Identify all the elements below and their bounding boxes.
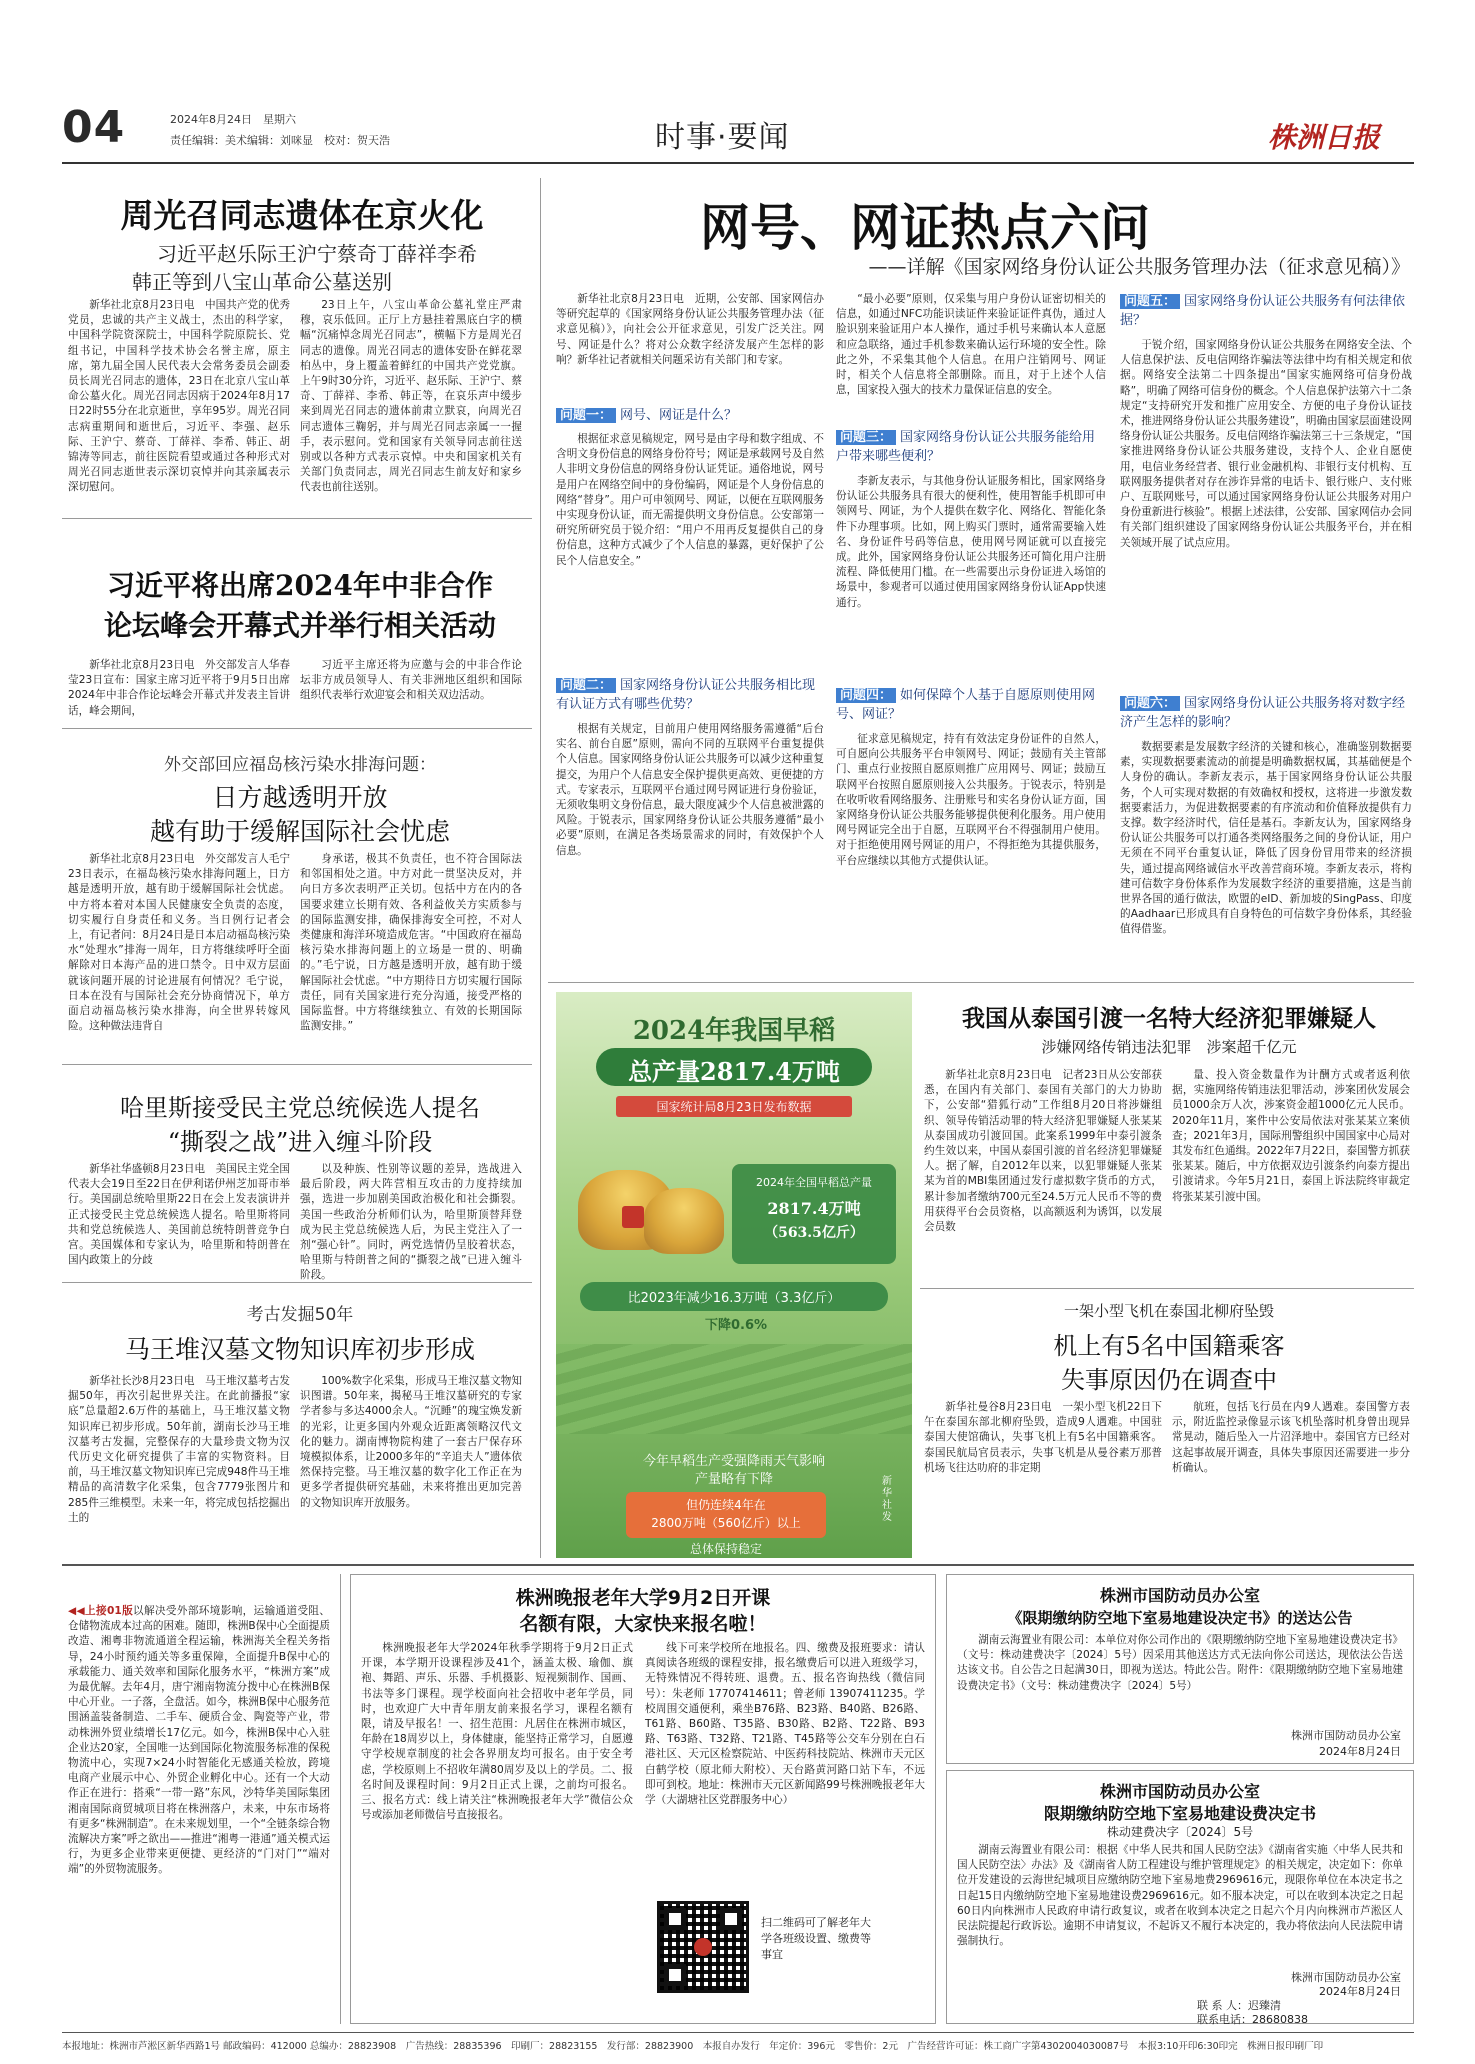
rule: [920, 1288, 1414, 1289]
subhead-extradition: 涉嫌网络传销违法犯罪 涉案超千亿元: [1041, 1038, 1297, 1056]
infographic-early-rice: [556, 992, 912, 1558]
qr-logo-icon: [694, 1938, 712, 1956]
info-card-value: 2817.4万吨: [767, 1199, 861, 1218]
question-6-text: 国家网络身份认证公共服务将对数字经济产生怎样的影响？: [1120, 696, 1406, 730]
subhead-wanghao: ——详解《国家网络身份认证公共服务管理办法（征求意见稿）》: [868, 256, 1410, 278]
rule: [62, 518, 532, 519]
question-6: [1120, 694, 1412, 732]
info-compare: 比2023年减少16.3万吨（3.3亿斤）: [580, 1282, 888, 1311]
notice2-date: 2024年8月24日: [1319, 1985, 1401, 1998]
notice2-contact: 联 系 人：迟臻清: [1197, 1999, 1281, 2012]
footer-rule: [62, 2032, 1414, 2033]
notice2-sign: 株洲市国防动员办公室: [1291, 1971, 1401, 1984]
body-jump-story: [68, 1604, 330, 2024]
question-4-text: 如何保障个人基于自愿原则使用网号、网证？: [836, 688, 1096, 722]
rule: [548, 982, 1414, 983]
notice2-org: 株洲市国防动员办公室: [1099, 1782, 1260, 1801]
body-wanghao-a6: 数据要素是发展数字经济的关键和核心，准确鉴别数据要素，实现数据要素流动的前提是明确数据权属，其基础便是个人身份的确认。李新友表示，基于国家网络身份认证公共服务，个人可实现对数据的有效确权和授权，这将进一步激发数据要素活力，为促进数据要素的有序流动和价值释放提供有力支撑。数字经济时代，信任是基石。李新友认为，国家网络身份认证公共服务可以打通各类网络服务之间的身份认证，用户无须在不同平台重复认证，降低了因身份冒用带来的经济损失，通过提高网络诚信水平改善营商环境。李新友表示，将构建可信数字身份体系作为发展数字经济的重要措施，这是当前世界各国的通行做法，欧盟的eID、新加坡的SingPass、印度的Aadhaar已形成具有自身特色的可信数字身份体系，其经验值得借鉴。: [1120, 741, 1412, 936]
body-extradition-col1: 新华社北京8月23日电 记者23日从公安部获悉，在国内有关部门、泰国有关部门的大力协助下，公安部“猎狐行动”工作组8月20日将涉嫌组织、领导传销活动罪的特大经济犯罪嫌疑人张某某从泰国成功引渡回国。此案系1999年中泰引渡条约生效以来，中国从泰国引渡的首名经济犯罪嫌疑人。据了解，自2012年以来，以犯罪嫌疑人张某某为首的MBI集团通过发行虚拟数字货币的方式，累计参加者缴纳700元至24.5万元人民币不等的费用获得平台会员资格，以高额返利为诱饵，以发展会员数: [924, 1069, 1162, 1234]
info-total: 总产量2817.4万吨: [628, 1057, 840, 1086]
info-card-title: 2024年全国早稻总产量: [756, 1176, 872, 1189]
notice1-body: 湖南云海置业有限公司：本单位对你公司作出的《限期缴纳防空地下室易地建设费决定书》（文号：株动建费决字〔2024〕5号）因采用其他送达方式无法向你公司送达，现依法公告送达该文书。自公告之日起满30日，即视为送达。特此公告。附件：《限期缴纳防空地下室易地建设费决定书》（文号：株动建费决字〔2024〕5号）: [957, 1634, 1403, 1692]
notice-decision: [946, 1770, 1414, 2024]
info-drop: 下降0.6%: [704, 1318, 768, 1333]
notice2-docno: 株动建费决字〔2024〕5号: [1106, 1825, 1254, 1839]
body-zhou-col1: 新华社北京8月23日电 中国共产党的优秀党员，忠诚的共产主义战士，杰出的科学家，中国科学院资深院士，中国科学院原院长、党组书记，中国科学技术协会名誉主席，原主席，第九届全国人民代表大会常务委员会副委员长周光召同志的遗体，23日在北京八宝山革命公墓火化。周光召同志因病于2024年8月17日22时55分在北京逝世，享年95岁。周光召同志病重期间和逝世后，习近平、李强、赵乐际、王沪宁、蔡奇、丁薛祥、李希、韩正、胡锦涛等同志，前往医院看望或通过各种形式对周光召同志逝世表示深切哀悼并向其亲属表示深切慰问。: [68, 299, 290, 494]
info-stable-1: 但仍连续4年在: [686, 1498, 766, 1512]
info-stable-3: 总体保持稳定: [689, 1542, 762, 1556]
notice-service: [946, 1574, 1414, 1764]
question-5-text: 国家网络身份认证公共服务有何法律依据？: [1120, 294, 1406, 328]
body-wanghao-a5: 于锐介绍，国家网络身份认证公共服务在网络安全法、个人信息保护法、反电信网络诈骗法等法律中均有相关规定和依据。网络安全法第二十四条提出“国家实施网络可信身份战略”，明确了网络可信身份的概念。个人信息保护法第六十二条规定“支持研究开发和推广应用安全、方便的电子身份认证技术，推进网络身份认证公共服务建设”，明确由国家层面建设网络身份认证公共服务。反电信网络诈骗法第三十三条规定，“国家推进网络身份认证公共服务建设，支持个人、企业自愿使用，电信业务经营者、银行业金融机构、非银行支付机构、互联网服务提供者对存在涉诈异常的电话卡、银行账户、支付账户、互联网账号，可以通过国家网络身份认证公共服务对用户身份重新进行核验”。根据上述法律，公安部、国家网信办会同有关部门组织建设了国家网络身份认证公共服务平台，并在相关领域开展了试点应用。: [1120, 339, 1412, 549]
headline-plane-2: 失事原因仍在调查中: [1061, 1366, 1277, 1394]
question-tag: 问题一：: [556, 408, 616, 423]
body-mawangdui-col2: 100%数字化采集，形成马王堆汉墓文物知识图谱。50年来，揭秘马王堆汉墓研究的专家学者参与多达4000余人。“沉睡”的瑰宝焕发新的光彩，让更多国内外观众近距离领略汉代文化的魅力。湖南博物院构建了一套古尸保存环境模拟体系，让2000多年的“辛追夫人”遗体依然保持完整。马王堆汉墓的数字化工作正在为更多学者提供研究基础，未来将推出更加完善的文物知识库开放服务。: [300, 1375, 522, 1509]
notice2-phone: 联系电话：28680838: [1197, 2013, 1308, 2026]
question-3-text: 国家网络身份认证公共服务能给用户带来哪些便利？: [836, 430, 1096, 464]
rice-basket-icon: [644, 1188, 724, 1254]
qr-code-icon[interactable]: [657, 1901, 749, 1993]
body-harris-col1: 新华社华盛顿8月23日电 美国民主党全国代表大会19日至22日在伊利诺伊州芝加哥市举行。美国副总统哈里斯22日在会上发表演讲并正式接受民主党总统候选人提名。哈里斯将同共和党总统候选人、美国前总统特朗普竞争白宫。美国媒体和专家认为，哈里斯和特朗普在国内政策上的分歧: [68, 1163, 290, 1267]
ad-senior-university: [350, 1574, 936, 2024]
info-card-jin: （563.5亿斤）: [764, 1225, 864, 1241]
qr-finder-icon: [664, 1908, 686, 1930]
body-plane-col2: 航班，包括飞行员在内9人遇难。泰国警方表示，附近监控录像显示该飞机坠落时机身曾出现异常晃动，随后坠入一片沼泽地中。泰国官方已经对这起事故展开调查，具体失事原因还需要进一步分析确认。: [1172, 1401, 1410, 1474]
section-title: 时事·要闻: [655, 120, 790, 155]
body-plane-col1: 新华社曼谷8月23日电 一架小型飞机22日下午在泰国东部北柳府坠毁，造成9人遇难。中国驻泰国大使馆确认，失事飞机上有5名中国籍乘客。泰国民航局官员表示，失事飞机是从曼谷素万那普机场飞往达叻府的非定期: [924, 1401, 1162, 1474]
column-divider: [340, 1574, 341, 2024]
question-tag: 问题四：: [836, 688, 896, 703]
body-wanghao-a1: 根据征求意见稿规定，网号是由字母和数字组成、不含明文身份信息的网络身份符号；网证是承载网号及自然人非明文身份信息的网络身份认证凭证。通俗地说，网号是用户在网络空间中的身份编码，网证是个人身份信息的网络“替身”。用户可申领网号、网证，以便在互联网服务中实现身份认证，而无需提供明文身份信息。公安部第一研究所研究员于锐介绍：“用户不用再反复提供自己的身份信息，这种方式减少了个人信息的暴露，更好保护了公民个人信息安全。”: [556, 433, 824, 567]
headline-fukushima-1: 日方越透明开放: [212, 783, 388, 812]
info-title: 2024年我国早稻: [632, 1016, 836, 1046]
footer-imprint: 本报地址：株洲市芦淞区新华西路1号 邮政编码：412000 总编办：28823908 广告热线：28835396 印刷厂：28823155 发行部：28823900 本报自办发行 年定价：396元 零售价：2元 广告经营许可证：株工商广字第4302004030087号 本报3:10开印6:30印完 株洲日报印刷厂印: [62, 2041, 1324, 2052]
bottom-rule: [62, 1564, 1414, 1566]
qr-finder-icon: [720, 1908, 742, 1930]
notice2-title: 限期缴纳防空地下室易地建设费决定书: [1043, 1804, 1316, 1823]
kicker-fukushima: 外交部回应福岛核污染水排海问题：: [164, 755, 436, 775]
notice2-body: 湖南云海置业有限公司：根据《中华人民共和国人民防空法》《湖南省实施〈中华人民共和国人民防空法〉办法》及《湖南省人防工程建设与维护管理规定》的相关规定，决定如下：你单位开发建设的云海世纪城项目应缴纳防空地下室易地费2969616元，现限你单位在本决定书之日起15日内缴纳防空地下室易地建设费2969616元。如不服本决定，可以在收到本决定之日起60日内向株洲市人民政府申请行政复议，或者在收到本决定之日起六个月内向株洲市芦淞区人民法院提起行政诉讼。逾期不申请复议，不起诉又不履行本决定的，我办将依法向人民法院申请强制执行。: [957, 1844, 1403, 1948]
question-tag: 问题五：: [1120, 294, 1180, 309]
china-seal-icon: [622, 1206, 644, 1228]
question-tag: 问题三：: [836, 430, 896, 445]
body-wanghao-col2a: “最小必要”原则，仅采集与用户身份认证密切相关的信息，如通过NFC功能识读证件来验证证件真伪，通过人脸识别来验证用户本人操作，通过手机号来确认本人意愿和应急联络，通过手机参数来确认运行环境的安全性。除此之外，不采集其他个人信息。在用户注销网号、网证时，相关个人信息将全部删除。而且，对于上述个人信息，国家投入强大的技术力量保证信息的安全。: [836, 293, 1106, 397]
ad-headline-1: 株洲晚报老年大学9月2日开课: [515, 1587, 771, 1609]
question-5: [1120, 292, 1412, 330]
qr-caption: 扫二维码可了解老年大学各班级设置、缴费等事宜: [761, 1916, 871, 1961]
notice1-title: 《限期缴纳防空地下室易地建设决定书》的送达公告: [1007, 1609, 1353, 1627]
body-wanghao-a3: 李新友表示，与其他身份认证服务相比，国家网络身份认证公共服务具有很大的便利性，使用智能手机即可申领网号、网证，为个人提供在数字化、网络化、智能化条件下办理事项。比如，网上购买门票时，通常需要输入姓名、身份证件号码等信息，使用网号网证就可以直接完成。此外，国家网络身份认证公共服务还可简化用户注册流程、降低使用门槛。在一些需要出示身份证进入场馆的场景中，参观者可以通过使用国家网络身份认证App快速通行。: [836, 475, 1106, 609]
body-extradition-col2: 量、投入资金数量作为计酬方式或者返利依据，实施网络传销违法犯罪活动，涉案团伙发展会员1000余万人次，涉案资金超1000亿元人民币。2020年11月，案件中公安局依法对张某某立案侦查；2021年3月，国际刑警组织中国国家中心局对其发布红色通缉。2022年7月22日，泰国警方抓获张某某。随后，中方依据双边引渡条约向泰方提出引渡请求。今年5月21日，泰国上诉法院终审裁定将张某某引渡中国。: [1172, 1069, 1410, 1203]
body-harris-col2: 以及种族、性别等议题的差异，选战进入最后阶段，两大阵营相互攻击的力度持续加强，选进一步加剧美国政治极化和社会撕裂。美国一些政治分析师们认为，哈里斯顶替拜登成为民主党总统候选人后，为民主党注入了一剂“强心针”。同时，两党选情仍呈胶着状态，哈里斯与特朗普之间的“撕裂之战”已进入缠斗阶段。: [300, 1163, 522, 1282]
body-zhou-col2: 23日上午，八宝山革命公墓礼堂庄严肃穆，哀乐低回。正厅上方悬挂着黑底白字的横幅“沉痛悼念周光召同志”，横幅下方是周光召同志的遗像。周光召同志的遗体安卧在鲜花翠柏丛中，身上覆盖着鲜红的中国共产党党旗。上午9时30分许，习近平、赵乐际、王沪宁、蔡奇、丁薛祥、李希、韩正等，在哀乐声中缓步来到周光召同志的遗体前肃立默哀，向周光召同志遗体三鞠躬，并与周光召同志亲属一一握手，表示慰问。党和国家有关领导同志前往送别或以各种方式表示哀悼。中央和国家机关有关部门负责同志，周光召同志生前友好和家乡代表也前往送别。: [300, 299, 522, 494]
info-credit: 新华社发: [882, 1476, 892, 1523]
headline-extradition: 我国从泰国引渡一名特大经济犯罪嫌疑人: [962, 1005, 1376, 1032]
info-source: 国家统计局8月23日发布数据: [616, 1096, 852, 1117]
subhead-zhou-2: 韩正等到八宝山革命公墓送别: [132, 270, 392, 294]
page-number: 04: [62, 102, 126, 153]
subhead-zhou-1: 习近平赵乐际王沪宁蔡奇丁薛祥李希: [157, 242, 477, 266]
notice1-org: 株洲市国防动员办公室: [1099, 1586, 1260, 1605]
headline-harris-2: “撕裂之战”进入缠斗阶段: [167, 1128, 433, 1156]
rule: [62, 1064, 532, 1065]
body-wanghao-a4: 征求意见稿规定，持有有效法定身份证件的自然人，可自愿向公共服务平台申领网号、网证；鼓励有关主管部门、重点行业按照自愿原则推广应用网号、网证；鼓励互联网平台按照自愿原则接入公共服务。于锐表示，特别是在收听收看网络服务、注册账号和实名身份认证方面，国家网络身份认证公共服务能够提供便利化服务。用户使用网号网证完全出于自愿，互联网平台不得强制用户使用。对于拒绝使用网号网证的用户，不得拒绝为其提供服务，平台应继续以其他方式提供认证。: [836, 733, 1106, 867]
body-wanghao-intro: 新华社北京8月23日电 近期，公安部、国家网信办等研究起草的《国家网络身份认证公共服务管理办法（征求意见稿）》，向社会公开征求意见，引发广泛关注。网号、网证是什么？将对公众数字经济发展产生怎样的影响？新华社记者就相关问题采访有关部门和专家。: [556, 293, 824, 366]
headline-focac-1: 习近平将出席2024年中非合作: [107, 569, 493, 602]
rice-field-illustration: [556, 1344, 912, 1434]
qr-finder-icon: [664, 1964, 686, 1986]
body-wanghao-a2: 根据有关规定，目前用户使用网络服务需遵循“后台实名、前台自愿”原则，需向不同的互联网平台重复提供个人信息。国家网络身份认证公共服务可以减少这种重复提交，为用户个人信息安全保护提供更高效、更便捷的方式。专家表示，互联网平台通过网号网证进行身份验证，无须收集明文身份信息，最大限度减少个人信息被泄露的风险。于锐表示，国家网络身份认证公共服务遵循“最小必要”原则，在满足各类场景需求的同时，有效保护个人信息。: [556, 723, 824, 857]
column-divider: [540, 178, 541, 1558]
question-4: [836, 686, 1106, 724]
jump-text: 以解决受外部环境影响，运输通道受阻、仓储物流成本过高的困难。随即，株洲B保中心全面提质改造、湘粤非物流通道全程运输，株洲海关全程关务指导，24小时预约通关等多重保障，全面提升B保中心的承载能力、通关效率和国际化服务水平，“株洲方案”成为最优解。去年4月，唐宁湘南物流分拨中心在株洲B保中心开业。一子落，全盘活。如今，株洲B保中心服务范围涵盖装备制造、二手车、硬质合金、陶瓷等产业，带动株洲外贸业绩增长17亿元。如今，株洲B保中心入驻企业达20家，全国唯一达到国际化物流服务标准的保税物流中心，实现7×24小时智能化无感通关检放，跨境电商产业展示中心、外贸企业孵化中心。还有一个大动作正在进行：搭乘“一带一路”东风，沙特华美国际集团湘南国际商贸城项目将在株洲落户，未来，中东市场将有更多“株洲制造”。在未来规划里，一个“全链条综合物流解决方案”呼之欲出——推进“湘粤一港通”通关模式运行，为更多企业带来更便捷、更经济的“门对门”“端对端”的外贸物流服务。: [68, 1605, 330, 1876]
rule: [62, 728, 532, 729]
info-note-1: 今年早稻生产受强降雨天气影响: [642, 1454, 825, 1469]
question-1: [556, 406, 824, 425]
ad-body-col1: 株洲晚报老年大学2024年秋季学期将于9月2日正式开课，本学期开设课程涉及41个，涵盖太极、瑜伽、旗袍、舞蹈、声乐、乐器、手机摄影、短视频制作、国画、书法等多门课程。现学校面向社会招收中老年学员，同时，也欢迎广大中青年朋友前来报名学习，课程名额有限，请及早报名！一、招生范围：凡居住在株洲市城区，年龄在18周岁以上，身体健康，能坚持正常学习，自愿遵守学校规章制度的社会各界朋友均可报名。由于安全考虑，学校原则上不招收年满80周岁及以上的学员。二、报名时间及课程时间：9月2日正式上课，之前均可报名。三、报名方式：线上请关注“株洲晚报老年大学”微信公众号或添加老师微信号直接报名。: [361, 1642, 633, 1822]
question-tag: 问题二：: [556, 678, 616, 693]
kicker-mawangdui: 考古发掘50年: [246, 1305, 354, 1325]
body-focac-col1: 新华社北京8月23日电 外交部发言人华春莹23日宣布：国家主席习近平将于9月5日出席2024年中非合作论坛峰会开幕式并发表主旨讲话，峰会期间，: [68, 659, 290, 717]
headline-wanghao: 网号、网证热点六问: [700, 198, 1150, 257]
body-mawangdui-col1: 新华社长沙8月23日电 马王堆汉墓考古发掘50年，再次引起世界关注。在此前播报“家底”总量超2.6万件的基础上，马王堆汉墓文物知识库已初步形成。50年前，湖南长沙马王堆汉墓考古发掘，完整保存的大量珍贵文物为汉代历史文化研究提供了丰富的实物资料。目前，马王堆汉墓文物知识库已完成948件马王堆精品的高清数字化采集，包含7779张图片和285件三维模型。未来一年，将完成包括挖掘出土的: [68, 1375, 290, 1524]
ad-headline-2: 名额有限，大家快来报名啦！: [519, 1613, 767, 1635]
ad-body-col2: 线下可来学校所在地报名。四、缴费及报班要求：请认真阅读各班级的课程安排，报名缴费后可以进入班级学习，无特殊情况不得转班、退费。五、报名咨询热线（微信同号）：朱老师 17707414611；曾老师 13907411235。学校周围交通便利，乘坐B76路、B23路、B40路、B26路、T61路、B60路、T35路、B30路、B2路、T22路、B93路、T63路、T32路、T21路、T45路等公交车分别在白石港社区、天元区检察院站、中医药科技院站、株洲市天元区白鹤学校（原北师大附校）、天台路黄河路口站下车，不远即可到校。地址：株洲市天元区新闻路99号株洲晚报老年大学（大湖塘社区党群服务中心）: [645, 1642, 925, 1807]
headline-fukushima-2: 越有助于缓解国际社会忧虑: [149, 817, 450, 846]
headline-focac-2: 论坛峰会开幕式并举行相关活动: [103, 609, 496, 642]
rule: [62, 1282, 532, 1283]
info-note-2: 产量略有下降: [694, 1472, 773, 1487]
headline-harris-1: 哈里斯接受民主党总统候选人提名: [120, 1094, 480, 1122]
question-3: [836, 428, 1106, 466]
notice1-date: 2024年8月24日: [1319, 1745, 1401, 1758]
page-editors: 责任编辑：美术编辑：刘咪显 校对：贺天浩: [170, 134, 390, 147]
kicker-plane: 一架小型飞机在泰国北柳府坠毁: [1063, 1302, 1274, 1320]
notice1-sign: 株洲市国防动员办公室: [1291, 1729, 1401, 1742]
question-1-text: 网号、网证是什么？: [620, 408, 738, 423]
headline-zhou: 周光召同志遗体在京火化: [120, 196, 484, 235]
jump-lead: ◀◀上接01版: [68, 1605, 134, 1617]
headline-plane-1: 机上有5名中国籍乘客: [1053, 1332, 1285, 1360]
question-2-text: 国家网络身份认证公共服务相比现有认证方式有哪些优势？: [556, 678, 816, 712]
question-tag: 问题六：: [1120, 696, 1180, 711]
question-2: [556, 676, 824, 714]
body-fukushima-col2: 身承诺，极其不负责任，也不符合国际法和邻国相处之道。中方对此一贯坚决反对，并向日方多次表明严正关切。包括中方在内的各国要求建立长期有效、各利益攸关方实质参与的国际监测安排，确保排海安全可控，不对人类健康和海洋环境造成危害。“中国政府在福岛核污染水排海问题上的立场是一贯的、明确的。”毛宁说，日方越是透明开放，越有助于缓解国际社会忧虑。“中方期待日方切实履行国际责任，同有关国家进行充分沟通，接受严格的国际监督。中方将继续独立、有效的长期国际监测安排。”: [300, 853, 522, 1033]
masthead-rule: [62, 162, 1414, 164]
body-focac-col2: 习近平主席还将为应邀与会的中非合作论坛非方成员领导人、有关非洲地区组织和国际组织代表举行欢迎宴会和相关双边活动。: [300, 659, 522, 702]
body-fukushima-col1: 新华社北京8月23日电 外交部发言人毛宁23日表示，在福岛核污染水排海问题上，日方越是透明开放，越有助于缓解国际社会忧虑。中方将本着对本国人民健康安全负责的态度，切实履行自身责任和义务。当日例行记者会上，有记者问：8月24日是日本启动福岛核污染水“处理水”排海一周年，日方将继续呼吁全面解除对日本海产品的进口禁令。日中双方层面就该问题开展的讨论进展有何情况？毛宁说，日本在没有与国际社会充分协商情况下，单方面启动福岛核污染水排海，向全世界转嫁风险。这种做法违背自: [68, 853, 290, 1033]
paper-logo: 株洲日报: [1268, 121, 1381, 154]
headline-mawangdui: 马王堆汉墓文物知识库初步形成: [124, 1335, 475, 1364]
page-date: 2024年8月24日 星期六: [170, 113, 296, 126]
info-stable-2: 2800万吨（560亿斤）以上: [651, 1516, 801, 1530]
